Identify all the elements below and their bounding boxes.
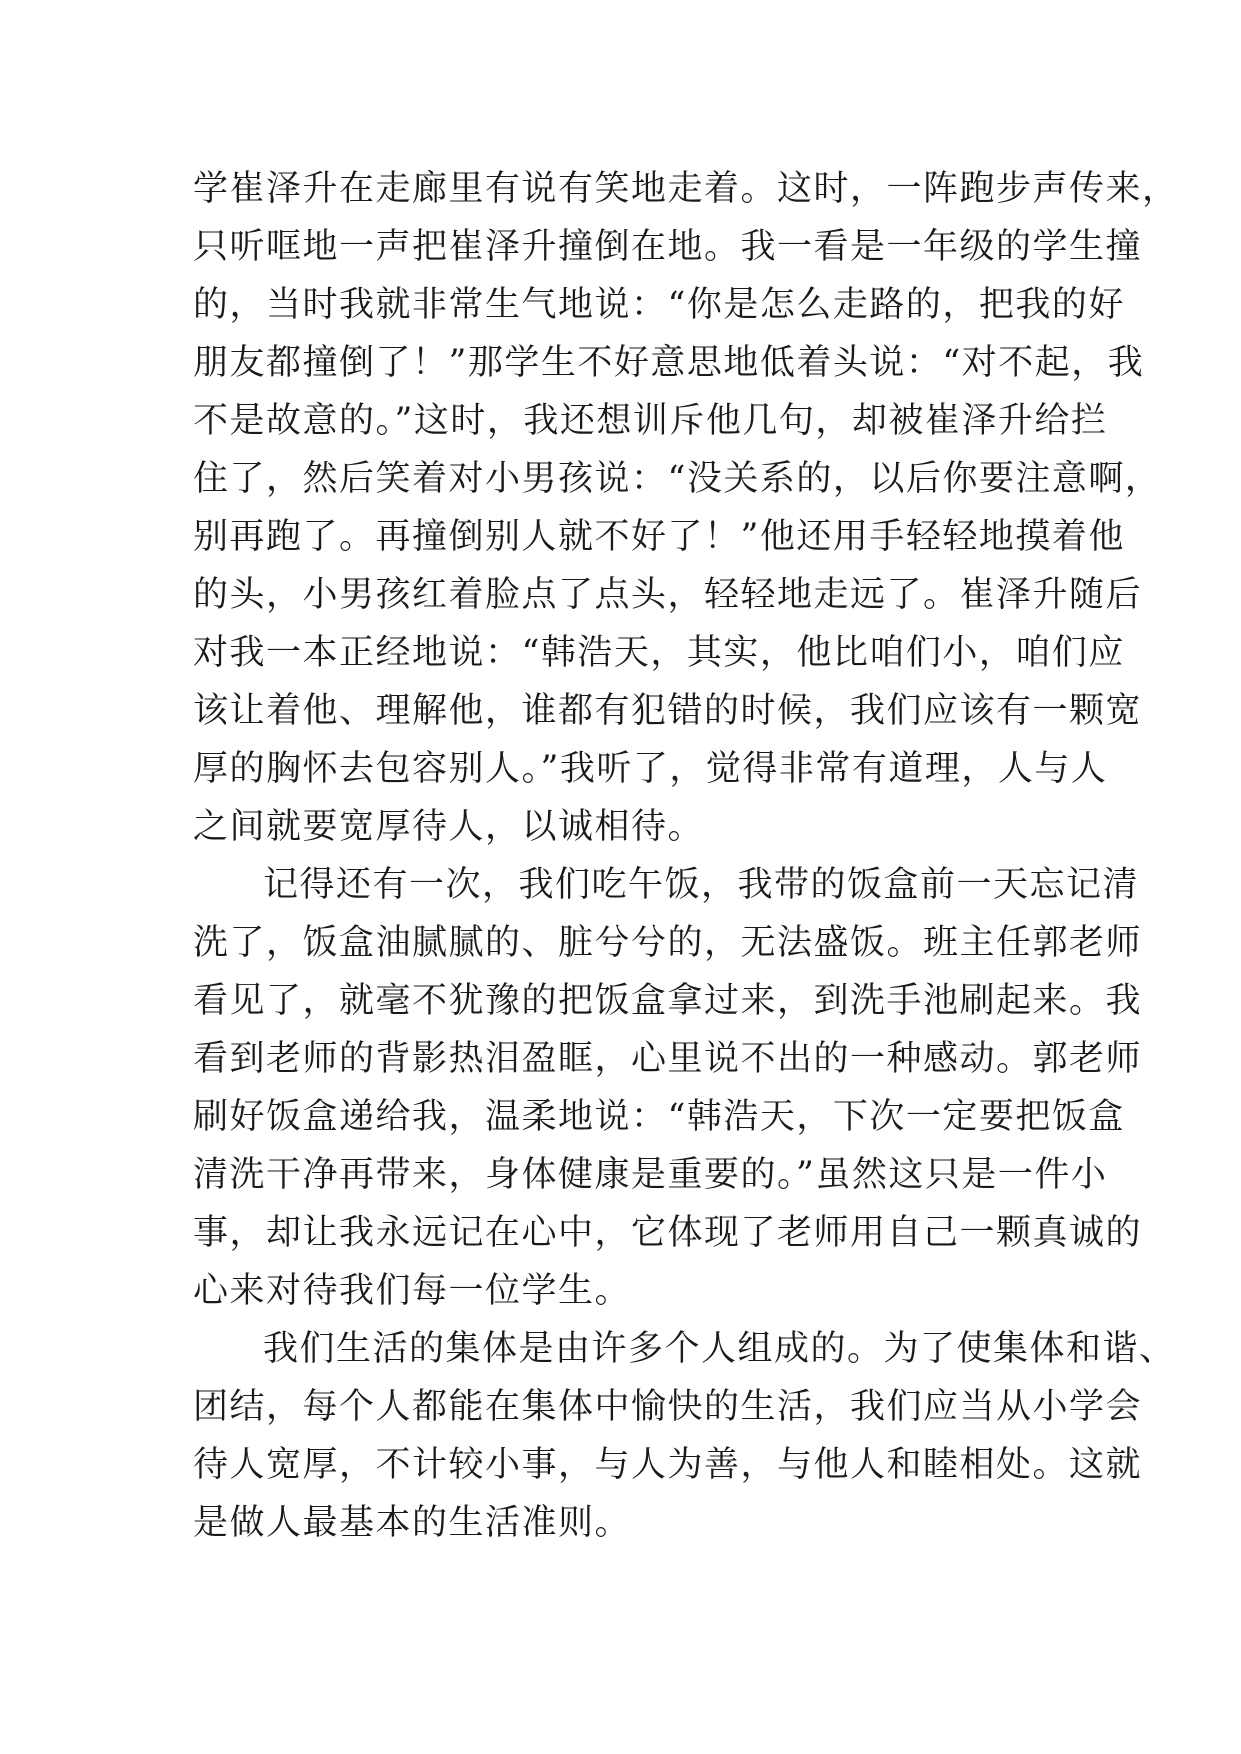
paragraph-first-line: 我们生活的集体是由许多个人组成的。为了使集体和谐、 [263, 1329, 1176, 1369]
paragraph-line: 的，当时我就非常生气地说：“你是怎么走路的，把我的好 [193, 285, 1125, 325]
paragraph-line: 清洗干净再带来，身体健康是重要的。”虽然这只是一件小 [193, 1155, 1108, 1195]
document-body [193, 160, 1179, 1552]
paragraph-line: 对我一本正经地说：“韩浩天，其实，他比咱们小，咱们应 [193, 633, 1125, 673]
paragraph-line: 之间就要宽厚待人，以诚相待。 [193, 807, 705, 847]
paragraph-2 [193, 856, 1143, 1320]
paragraph-line: 厚的胸怀去包容别人。”我听了，觉得非常有道理，人与人 [193, 749, 1108, 789]
paragraph-line: 住了，然后笑着对小男孩说：“没关系的，以后你要注意啊， [193, 459, 1162, 499]
paragraph-line: 心来对待我们每一位学生。 [193, 1271, 632, 1311]
paragraph-3 [193, 1320, 1176, 1552]
paragraph-line: 别再跑了。再撞倒别人就不好了！”他还用手轻轻地摸着他 [193, 517, 1125, 557]
paragraph-first-line: 记得还有一次，我们吃午饭，我带的饭盒前一天忘记清 [263, 865, 1140, 905]
paragraph-line: 团结，每个人都能在集体中愉快的生活，我们应当从小学会 [193, 1387, 1143, 1427]
paragraph-1 [193, 160, 1179, 856]
paragraph-line: 该让着他、理解他，谁都有犯错的时候，我们应该有一颗宽 [193, 691, 1143, 731]
paragraph-line: 待人宽厚，不计较小事，与人为善，与他人和睦相处。这就 [193, 1445, 1143, 1485]
paragraph-line: 事，却让我永远记在心中，它体现了老师用自己一颗真诚的 [193, 1213, 1143, 1253]
paragraph-line: 的头，小男孩红着脸点了点头，轻轻地走远了。崔泽升随后 [193, 575, 1143, 615]
paragraph-line: 看见了，就毫不犹豫的把饭盒拿过来，到洗手池刷起来。我 [193, 981, 1143, 1021]
paragraph-line: 只听哐地一声把崔泽升撞倒在地。我一看是一年级的学生撞 [193, 227, 1143, 267]
paragraph-line: 不是故意的。”这时，我还想训斥他几句，却被崔泽升给拦 [193, 401, 1108, 441]
paragraph-line: 是做人最基本的生活准则。 [193, 1503, 632, 1543]
paragraph-line: 朋友都撞倒了！”那学生不好意思地低着头说：“对不起，我 [193, 343, 1145, 383]
paragraph-line: 洗了，饭盒油腻腻的、脏兮兮的，无法盛饭。班主任郭老师 [193, 923, 1143, 963]
paragraph-line: 学崔泽升在走廊里有说有笑地走着。这时，一阵跑步声传来， [193, 169, 1179, 209]
paragraph-line: 看到老师的背影热泪盈眶，心里说不出的一种感动。郭老师 [193, 1039, 1143, 1079]
paragraph-line: 刷好饭盒递给我，温柔地说：“韩浩天，下次一定要把饭盒 [193, 1097, 1125, 1137]
